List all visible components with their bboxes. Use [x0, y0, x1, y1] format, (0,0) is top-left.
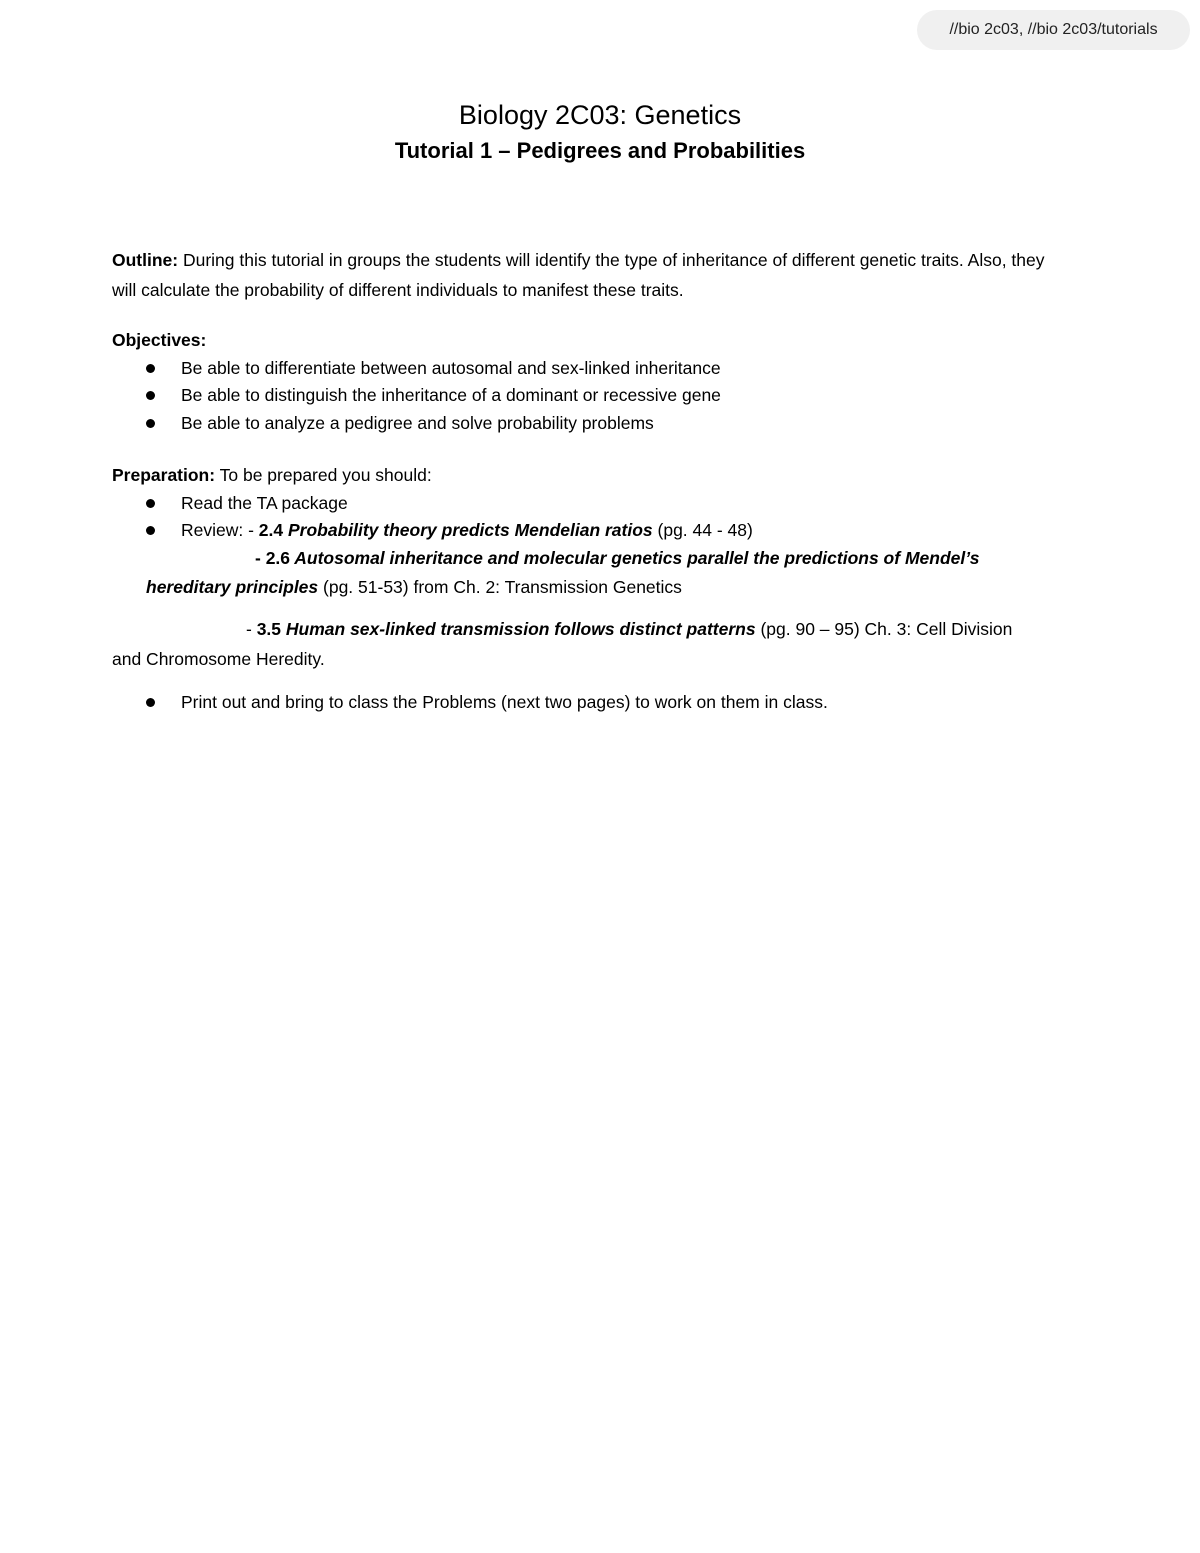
tag-badge[interactable]: //bio 2c03, //bio 2c03/tutorials: [917, 10, 1190, 50]
review-3-dash: -: [246, 619, 257, 639]
objective-item: Be able to distinguish the inheritance of a dominant or recessive gene: [181, 385, 721, 405]
page-title: Biology 2C03: Genetics: [458, 100, 742, 130]
preparation-text: To be prepared you should:: [215, 465, 432, 485]
review-3-title: Human sex-linked transmission follows distinct patterns: [281, 619, 756, 639]
outline-text: During this tutorial in groups the students will identify the type of inheritance of different genetic traits. Also, they will calculate the probability of different individuals to manifest these traits.: [112, 250, 1045, 300]
review-2-rest: (pg. 51-53) from Ch. 2: Transmission Genetics: [318, 577, 682, 597]
review-2-title-cont: hereditary principles: [146, 577, 319, 597]
bullet-icon: [146, 419, 155, 428]
bullet-icon: [146, 391, 155, 400]
review-3-number: 3.5: [256, 619, 282, 639]
review-1-title: Probability theory predicts Mendelian ratios: [283, 520, 653, 540]
review-2-number: 2.6: [265, 548, 291, 568]
review-2-dash: -: [255, 548, 266, 568]
bullet-icon: [146, 499, 155, 508]
review-2-title: Autosomal inheritance and molecular genetics parallel the predictions of Mendel’s: [290, 548, 980, 568]
review-prefix: Review: -: [181, 520, 259, 540]
review-line-1: [181, 516, 753, 544]
outline-label: Outline:: [112, 250, 179, 270]
review-3-rest: (pg. 90 – 95) Ch. 3: Cell Division: [755, 619, 1013, 639]
objective-item: Be able to analyze a pedigree and solve probability problems: [181, 413, 654, 433]
review-line-3: [246, 615, 1012, 643]
preparation-item-print: Print out and bring to class the Problems (next two pages) to work on them in class.: [181, 692, 828, 712]
review-line-3-cont: and Chromosome Heredity.: [112, 649, 325, 669]
outline-paragraph: [112, 245, 1072, 305]
preparation-label: Preparation:: [112, 465, 216, 485]
objectives-label: Objectives:: [112, 330, 207, 350]
review-1-number: 2.4: [258, 520, 284, 540]
preparation-heading: [112, 461, 432, 489]
bullet-icon: [146, 364, 155, 373]
review-line-2: [255, 544, 980, 572]
preparation-item-read: Read the TA package: [181, 493, 348, 513]
page-subtitle: Tutorial 1 – Pedigrees and Probabilities: [394, 138, 806, 163]
review-line-2-cont: [146, 573, 682, 601]
review-1-pages: (pg. 44 - 48): [652, 520, 753, 540]
bullet-icon: [146, 526, 155, 535]
objective-item: Be able to differentiate between autosomal and sex-linked inheritance: [181, 358, 721, 378]
bullet-icon: [146, 698, 155, 707]
